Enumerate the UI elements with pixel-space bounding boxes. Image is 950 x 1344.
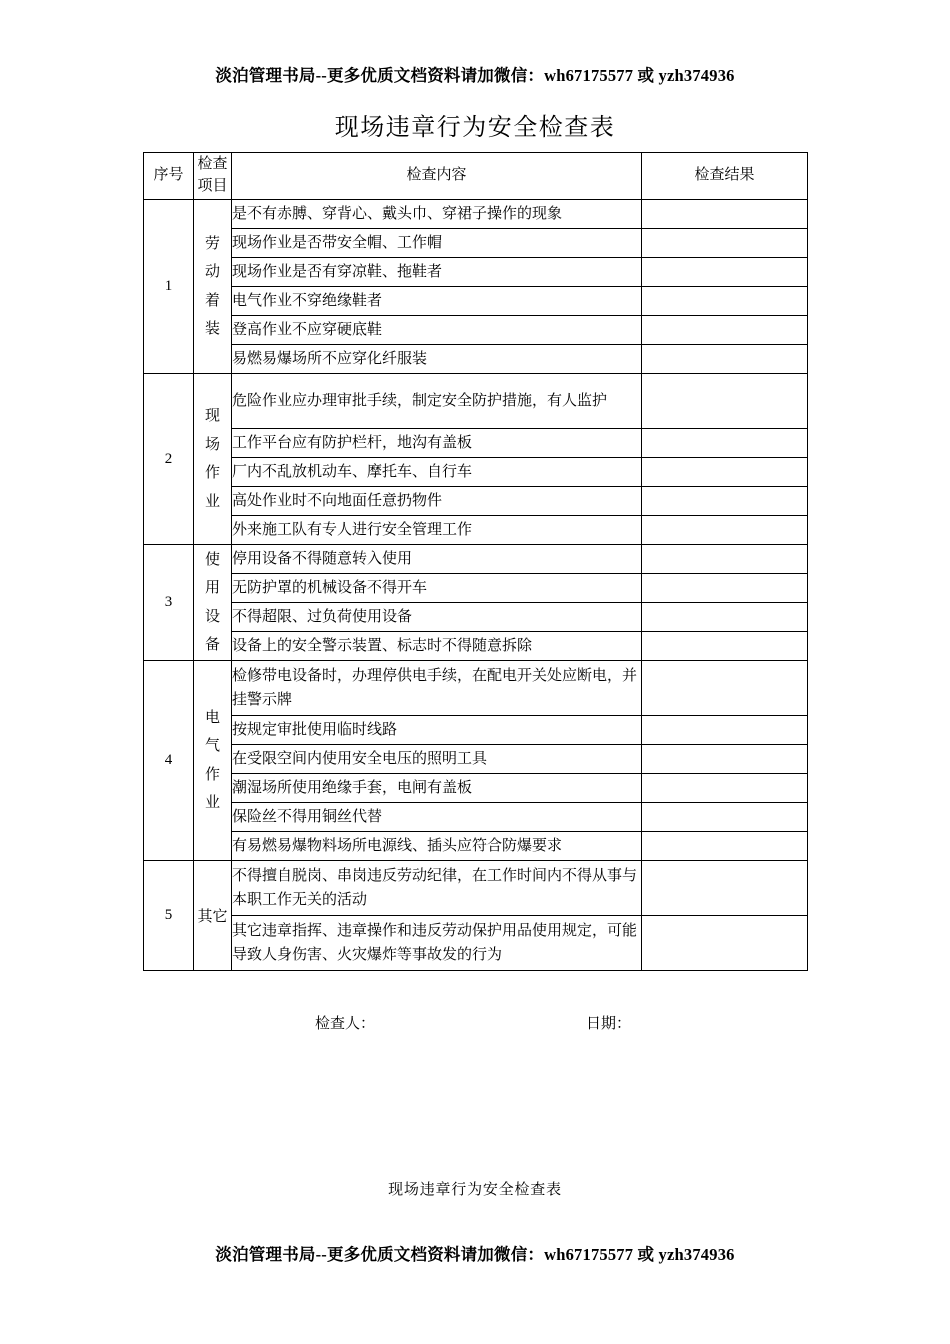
check-content-cell: 其它违章指挥、违章操作和违反劳动保护用品使用规定，可能导致人身伤害、火灾爆炸等事故发的行为 xyxy=(232,916,642,971)
section-category xyxy=(194,374,232,545)
check-content-cell: 停用设备不得随意转入使用 xyxy=(232,545,642,574)
section-category xyxy=(194,545,232,661)
check-content-cell: 在受限空间内使用安全电压的照明工具 xyxy=(232,745,642,774)
check-result-cell[interactable] xyxy=(642,516,808,545)
check-result-cell[interactable] xyxy=(642,345,808,374)
table-row xyxy=(144,745,808,774)
check-content-cell: 危险作业应办理审批手续，制定安全防护措施，有人监护 xyxy=(232,374,642,429)
check-content-cell: 现场作业是否有穿凉鞋、拖鞋者 xyxy=(232,258,642,287)
inspection-table-container xyxy=(143,152,807,971)
check-result-cell[interactable] xyxy=(642,716,808,745)
table-row xyxy=(144,287,808,316)
check-result-cell[interactable] xyxy=(642,200,808,229)
table-row xyxy=(144,916,808,971)
check-result-cell[interactable] xyxy=(642,316,808,345)
section-category xyxy=(194,661,232,861)
section-category-label: 其它 xyxy=(197,909,228,925)
check-result-cell[interactable] xyxy=(642,229,808,258)
check-content-cell: 厂内不乱放机动车、摩托车、自行车 xyxy=(232,458,642,487)
column-header-item-label: 检查项目 xyxy=(197,156,228,194)
check-result-cell[interactable] xyxy=(642,429,808,458)
check-result-cell[interactable] xyxy=(642,603,808,632)
table-body xyxy=(144,200,808,971)
section-number: 1 xyxy=(144,200,194,374)
check-result-cell[interactable] xyxy=(642,916,808,971)
page-title: 现场违章行为安全检查表 xyxy=(334,115,616,141)
section-category-label: 现场作业 xyxy=(204,408,220,510)
check-content-cell: 高处作业时不向地面任意扔物件 xyxy=(232,487,642,516)
table-row xyxy=(144,458,808,487)
table-row xyxy=(144,516,808,545)
section-category-label: 使用设备 xyxy=(204,551,220,653)
check-result-cell[interactable] xyxy=(642,574,808,603)
check-result-cell[interactable] xyxy=(642,745,808,774)
table-row xyxy=(144,487,808,516)
check-result-cell[interactable] xyxy=(642,287,808,316)
section-number: 5 xyxy=(144,861,194,971)
column-header-item xyxy=(194,153,232,200)
check-result-cell[interactable] xyxy=(642,861,808,916)
check-content-cell: 检修带电设备时，办理停供电手续，在配电开关处应断电，并挂警示牌 xyxy=(232,661,642,716)
check-content-cell: 易燃易爆场所不应穿化纤服装 xyxy=(232,345,642,374)
check-content-cell: 无防护罩的机械设备不得开车 xyxy=(232,574,642,603)
section-number: 2 xyxy=(144,374,194,545)
table-row xyxy=(144,545,808,574)
table-row xyxy=(144,803,808,832)
table-header-row xyxy=(144,153,808,200)
check-content-cell: 现场作业是否带安全帽、工作帽 xyxy=(232,229,642,258)
table-row xyxy=(144,258,808,287)
section-category xyxy=(194,200,232,374)
check-content-cell: 保险丝不得用铜丝代替 xyxy=(232,803,642,832)
table-row xyxy=(144,574,808,603)
column-header-content: 检查内容 xyxy=(232,153,642,200)
signature-row xyxy=(143,1012,807,1036)
section-category xyxy=(194,861,232,971)
column-header-result: 检查结果 xyxy=(642,153,808,200)
promo-text-bottom: 淡泊管理书局--更多优质文档资料请加微信：wh67175577 或 yzh374936 xyxy=(215,1245,735,1264)
check-content-cell: 工作平台应有防护栏杆，地沟有盖板 xyxy=(232,429,642,458)
table-row xyxy=(144,832,808,861)
check-result-cell[interactable] xyxy=(642,832,808,861)
table-row xyxy=(144,345,808,374)
inspection-table xyxy=(143,152,808,971)
table-row xyxy=(144,861,808,916)
column-header-no: 序号 xyxy=(144,153,194,200)
section-number: 3 xyxy=(144,545,194,661)
table-header xyxy=(144,153,808,200)
check-result-cell[interactable] xyxy=(642,487,808,516)
date-label: 日期： xyxy=(586,1016,632,1032)
table-row xyxy=(144,229,808,258)
table-row xyxy=(144,716,808,745)
table-row xyxy=(144,429,808,458)
table-row xyxy=(144,632,808,661)
table-row xyxy=(144,661,808,716)
check-content-cell: 有易燃易爆物料场所电源线、插头应符合防爆要求 xyxy=(232,832,642,861)
check-content-cell: 潮湿场所使用绝缘手套，电闸有盖板 xyxy=(232,774,642,803)
section-category-label: 电气作业 xyxy=(204,709,220,811)
check-result-cell[interactable] xyxy=(642,632,808,661)
section-number: 4 xyxy=(144,661,194,861)
check-content-cell: 不得超限、过负荷使用设备 xyxy=(232,603,642,632)
footer-title: 现场违章行为安全检查表 xyxy=(388,1182,562,1198)
table-row xyxy=(144,774,808,803)
check-result-cell[interactable] xyxy=(642,258,808,287)
check-content-cell: 外来施工队有专人进行安全管理工作 xyxy=(232,516,642,545)
check-result-cell[interactable] xyxy=(642,545,808,574)
promo-text-top: 淡泊管理书局--更多优质文档资料请加微信：wh67175577 或 yzh374936 xyxy=(215,66,735,85)
table-row xyxy=(144,200,808,229)
check-content-cell: 登高作业不应穿硬底鞋 xyxy=(232,316,642,345)
check-result-cell[interactable] xyxy=(642,803,808,832)
table-row xyxy=(144,374,808,429)
table-row xyxy=(144,316,808,345)
check-result-cell[interactable] xyxy=(642,458,808,487)
check-result-cell[interactable] xyxy=(642,774,808,803)
section-category-label: 劳动着装 xyxy=(204,235,220,337)
check-content-cell: 设备上的安全警示装置、标志时不得随意拆除 xyxy=(232,632,642,661)
inspector-label: 检查人： xyxy=(315,1016,376,1032)
check-content-cell: 电气作业不穿绝缘鞋者 xyxy=(232,287,642,316)
table-row xyxy=(144,603,808,632)
check-content-cell: 不得擅自脱岗、串岗违反劳动纪律，在工作时间内不得从事与本职工作无关的活动 xyxy=(232,861,642,916)
check-content-cell: 按规定审批使用临时线路 xyxy=(232,716,642,745)
check-result-cell[interactable] xyxy=(642,661,808,716)
check-content-cell: 是不有赤膊、穿背心、戴头巾、穿裙子操作的现象 xyxy=(232,200,642,229)
check-result-cell[interactable] xyxy=(642,374,808,429)
